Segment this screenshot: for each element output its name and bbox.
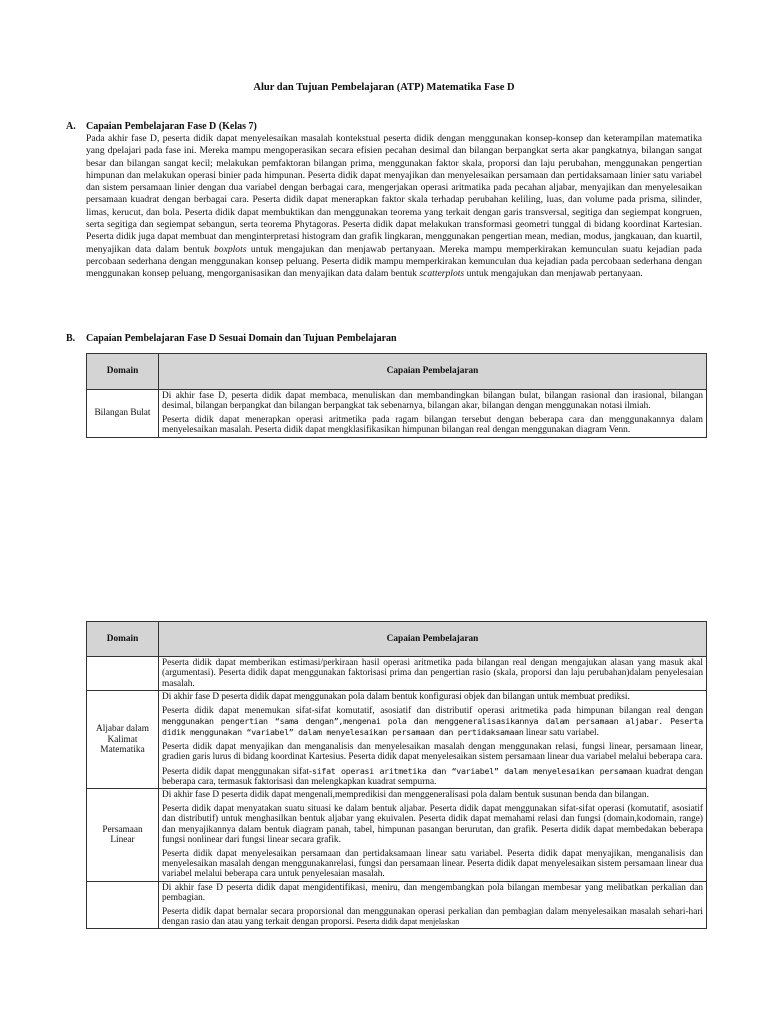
table2-row2-cp bbox=[159, 691, 707, 789]
table2-row2-p2 bbox=[162, 706, 703, 739]
para-italic-boxplots: boxplots bbox=[213, 243, 247, 255]
domain-table-1 bbox=[86, 353, 707, 438]
document-title: Alur dan Tujuan Pembelajaran (ATP) Matematika Fase D bbox=[253, 82, 515, 93]
table2-row2-domain: Aljabar dalam Kalimat Matematika bbox=[87, 691, 159, 789]
table2-row3-p1: Di akhir fase D peserta didik dapat mengenali,mempredikisi dan menggeneralisasi pola dalam bentuk susunan benda dan bilangan. bbox=[162, 790, 649, 801]
table2-row1-p1: Peserta didik dapat memberikan estimasi/perkiraan hasil operasi aritmetika pada bilangan real dengan mengajukan alasan yang masuk akal (argumentasi). Peserta didik dapat menggunakan faktorisasi prima dan pengertian rasio (skala, proporsi dan laju perubahan)dalam penyelesaian masalah. bbox=[162, 658, 703, 689]
table2-row4-cp bbox=[159, 881, 707, 929]
para-text-2: untuk mengajukan dan menjawab pertanyaan. Mereka mampu memperkirakan kemunculan suatu kejadian pada percobaan sederhana dengan menggunakan konsep peluang. Peserta didik mampu memperkirakan kemunculan dua kejadian pada percobaan sederhana dengan menggunakan konsep peluang, mengorganisasikan dan menyajikan data dalam bentuk bbox=[86, 243, 702, 280]
section-b-title: Capaian Pembelajaran Fase D Sesuai Domain dan Tujuan Pembelajaran bbox=[86, 333, 397, 344]
section-a-heading bbox=[66, 121, 257, 132]
table2-row3-p3: Peserta didik dapat menyelesaikan persamaan dan pertidaksamaan linear satu variabel. Peserta didik dapat menyajikan, menganalisis dan menyelesaikan masalah dengan menggunakanrelasi, fungsi dan persamaan linear. Peserta didik dapat menyelesaikan sistem persamaan linear dua variabel melalui beberapa cara untuk penyelesaian masalah. bbox=[162, 848, 703, 880]
row2-p2-text-a: Peserta didik dapat menemukan sifat-sifat komutatif, asosiatif dan distributif operasi aritmetika pada himpunan bilangan real dengan bbox=[162, 705, 703, 716]
section-a-paragraph bbox=[86, 133, 702, 281]
table2-row1-domain bbox=[87, 657, 159, 691]
para-text-1: Pada akhir fase D, peserta didik dapat menyelesaikan masalah kontekstual peserta didik dengan menggunakan konsep-konsep dan keterampilan matematika yang dpelajari pada fase ini. Mereka mampu mengoperasikan secara efisien pecahan desimal dan bilangan berpangkat serta akar pangkatnya, bilangan sangat besar dan bilangan sangat kecil; melakukan pemfaktoran bilangan prima, menggunakan faktor skala, proporsi dan laju perubahan, menggunakan pengertian himpunan dan melakukan operasi binier pada himpunan. Peserta didik dapat menyajikan dan menyelesaikan persamaan dan pertidaksamaan linier satu variabel dan sistem persamaan linier dengan dua variabel dengan berbagai cara, mengerjakan operasi aritmatika pada pecahan aljabar, menyajikan dan menyelesaikan persamaan kuadrat dengan berbagai cara. Peserta didik dapat menerapkan faktor skala terhadap perubahan keliling, luas, dan volume pada prisma, silinder, limas, kerucut, dan bola. Peserta didik dapat membuktikan dan menggunakan teorema yang terkait dengan garis transversal, segitiga dan segiempat kongruen, serta segitiga dan segiempat sebangun, serta teorema Phytagoras. Peserta didik dapat melakukan transformasi geometri tunggal di bidang koordinat Kartesian. Peserta didik juga dapat membuat dan menginterpretasi histogram dan grafik lingkaran, menggunakan pengertian mean, median, modus, jangkauan, dan kuartil, menyajikan data dalam bentuk bbox=[86, 133, 702, 255]
table2-row3-cp bbox=[159, 789, 707, 881]
table1-domain-cell: Bilangan Bulat bbox=[87, 390, 159, 438]
table1-header-domain: Domain bbox=[87, 354, 159, 390]
table2-row4-p2 bbox=[162, 907, 703, 928]
section-a-title: Capaian Pembelajaran Fase D (Kelas 7) bbox=[86, 121, 257, 132]
row4-p2-text-small: Peserta didik dapat menjelaskan bbox=[356, 916, 460, 926]
row2-p2-text-mono: menggunakan pengertian “sama dengan”,mengenai pola dan menggeneralisasikannya dalam persamaan aljabar. Peserta didik menggunakan “variabel” dalam menyelesaikan persamaan dan pertidaksamaan bbox=[162, 716, 703, 738]
para-text-3: untuk mengajukan dan menjawab pertanyaan. bbox=[466, 268, 643, 280]
domain-table-2 bbox=[86, 621, 707, 929]
row2-p4-text-c: kuadrat dengan beberapa cara, termasuk faktorisasi dan melengkapkan kuadrat sempurna. bbox=[162, 766, 703, 788]
table2-row4-domain bbox=[87, 881, 159, 929]
table2-row3-domain: Persamaan Linear bbox=[87, 789, 159, 881]
table2-row2-p1: Di akhir fase D peserta didik dapat menggunakan pola dalam bentuk konfigurasi objek dan bilangan untuk membuat prediksi. bbox=[162, 692, 630, 703]
row2-p2-text-c: linear satu variabel. bbox=[525, 728, 599, 739]
table1-cp-1: Di akhir fase D, peserta didik dapat membaca, menuliskan dan membandingkan bilangan bulat, bilangan rasional dan irasional, bilangan desimal, bilangan berpangkat dan bilangan berpangkat tak sebenarnya, bilangan akar, bilangan dengan menggunakan notasi ilmiah. bbox=[162, 391, 703, 412]
table2-row1-cp bbox=[159, 657, 707, 691]
section-b-heading bbox=[66, 333, 397, 344]
table2-header-cp: Capaian Pembelajaran bbox=[159, 622, 707, 657]
section-b-marker: B. bbox=[66, 333, 76, 344]
table2-header-domain: Domain bbox=[87, 622, 159, 657]
table2-row2-p3: Peserta didik dapat menyajikan dan menganalisis dan menyelesaikan masalah dengan menggunakan relasi, fungsi linear, persamaan linear, gradien garis lurus di bidang koordinat Kartesius. Peserta didik dapat menyelesaikan sistem persamaan linear dua variabel melalui beberapa cara. bbox=[162, 741, 703, 763]
table1-header-cp: Capaian Pembelajaran bbox=[159, 354, 707, 390]
section-a-marker: A. bbox=[66, 121, 76, 132]
row2-p4-text-mono: sifat operasi aritmetika dan “variabel” dalam menyelesaikan persamaan bbox=[312, 765, 642, 776]
para-italic-scatterplots: scatterplots bbox=[419, 268, 465, 280]
table2-row2-p4 bbox=[162, 766, 703, 788]
row4-p2-text-a: Peserta didik dapat bernalar secara proporsional dan menggunakan operasi perkalian dan pembagian dalam menyelesaikan masalah sehari-hari dengan rasio dan atau yang terkait dengan proporsi. bbox=[162, 906, 703, 927]
table1-cp-2: Peserta didik dapat menerapkan operasi aritmetika pada ragam bilangan tersebut dengan beberapa cara dan menggunakannya dalam menyelesaikan masalah. Peserta didik dapat mengklasifikasikan himpunan bilangan real dengan menggunakan diagram Venn. bbox=[162, 414, 703, 436]
row2-p4-text-a: Peserta didik dapat menggunakan sifat- bbox=[162, 766, 313, 777]
table1-cp-cell bbox=[159, 390, 707, 438]
table2-row3-p2: Peserta didik dapat menyatakan suatu situasi ke dalam bentuk aljabar. Peserta didik dapat menggunakan sifat-sifat operasi (komutatif, asosiatif dan distributif) untuk menghasilkan bentuk aljabar yang ekuivalen. Peserta didik dapat memahami relasi dan fungsi (domain,kodomain, range) dan menyajikannya dalam bentuk diagram panah, tabel, himpunan pasangan berurutan, dan grafik. Peserta didik dapat membedakan beberapa fungsi nonlinear dari fungsi linear secara grafik. bbox=[162, 803, 703, 846]
table2-row4-p1: Di akhir fase D peserta didik dapat mengidentifikasi, meniru, dan mengembangkan pola bilangan membesar yang melibatkan perkalian dan pembagian. bbox=[162, 882, 703, 904]
